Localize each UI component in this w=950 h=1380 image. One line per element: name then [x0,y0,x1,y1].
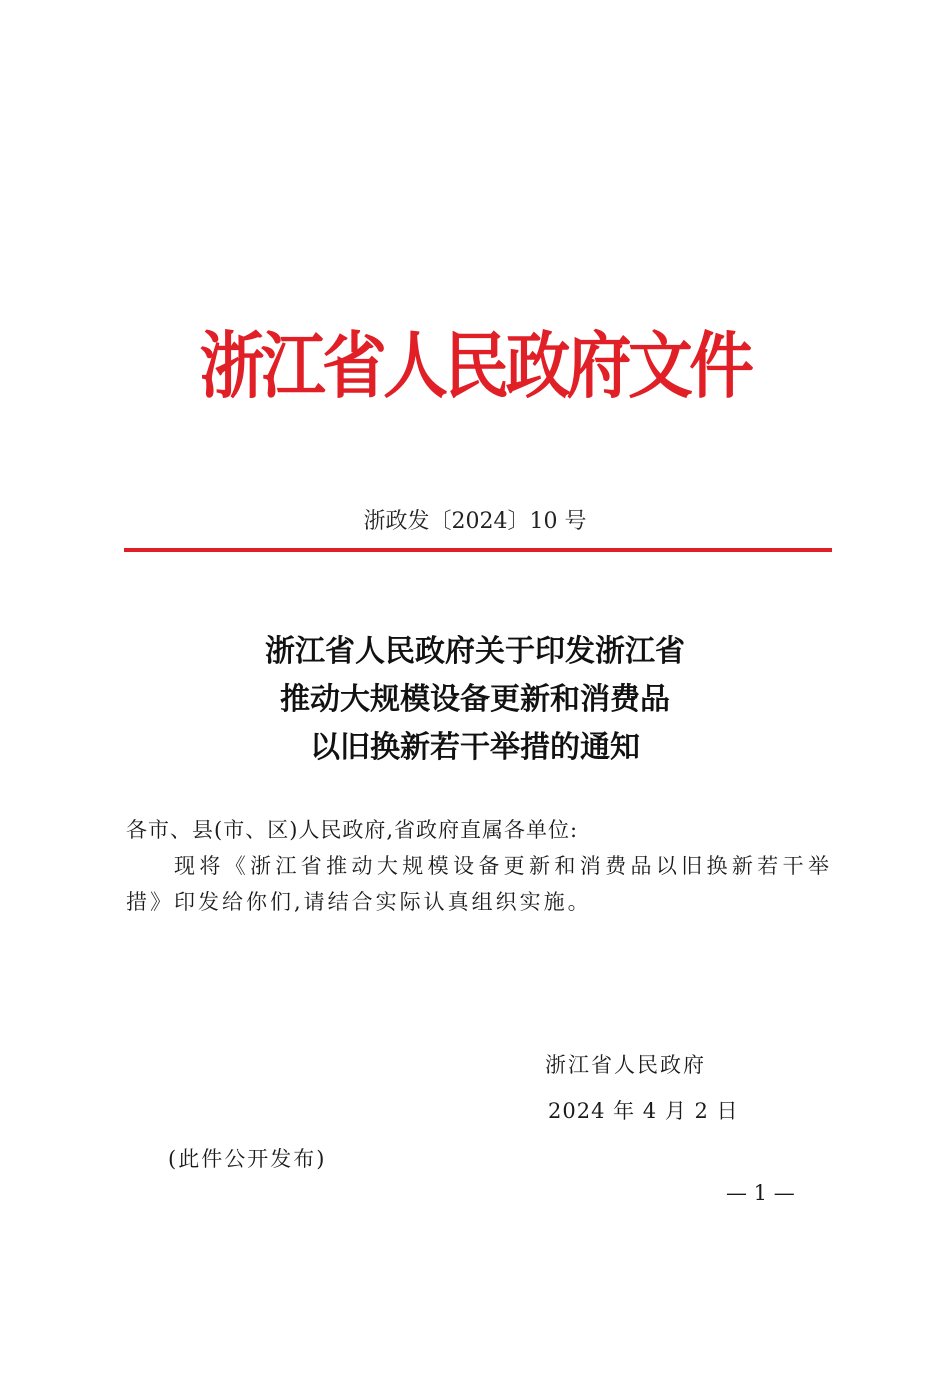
signature-organization: 浙江省人民政府 [545,1053,706,1077]
page-number: — 1 — [726,1181,795,1205]
document-title [0,628,950,772]
red-divider-rule [124,548,832,552]
signature-date: 2024 年 4 月 2 日 [548,1099,739,1123]
salutation: 各市、县(市、区)人民政府,省政府直属各单位: [126,818,579,842]
title-line-1: 浙江省人民政府关于印发浙江省 [265,634,685,669]
publish-note: (此件公开发布) [168,1147,327,1171]
title-line-2: 推动大规模设备更新和消费品 [280,682,670,717]
document-number: 浙政发〔2024〕10 号 [363,509,587,534]
body-paragraph: 现将《浙江省推动大规模设备更新和消费品以旧换新若干举措》印发给你们,请结合实际认真组织实施。 [126,854,832,914]
document-masthead: 浙江省人民政府文件 [199,323,751,408]
title-line-3: 以旧换新若干举措的通知 [310,730,640,765]
